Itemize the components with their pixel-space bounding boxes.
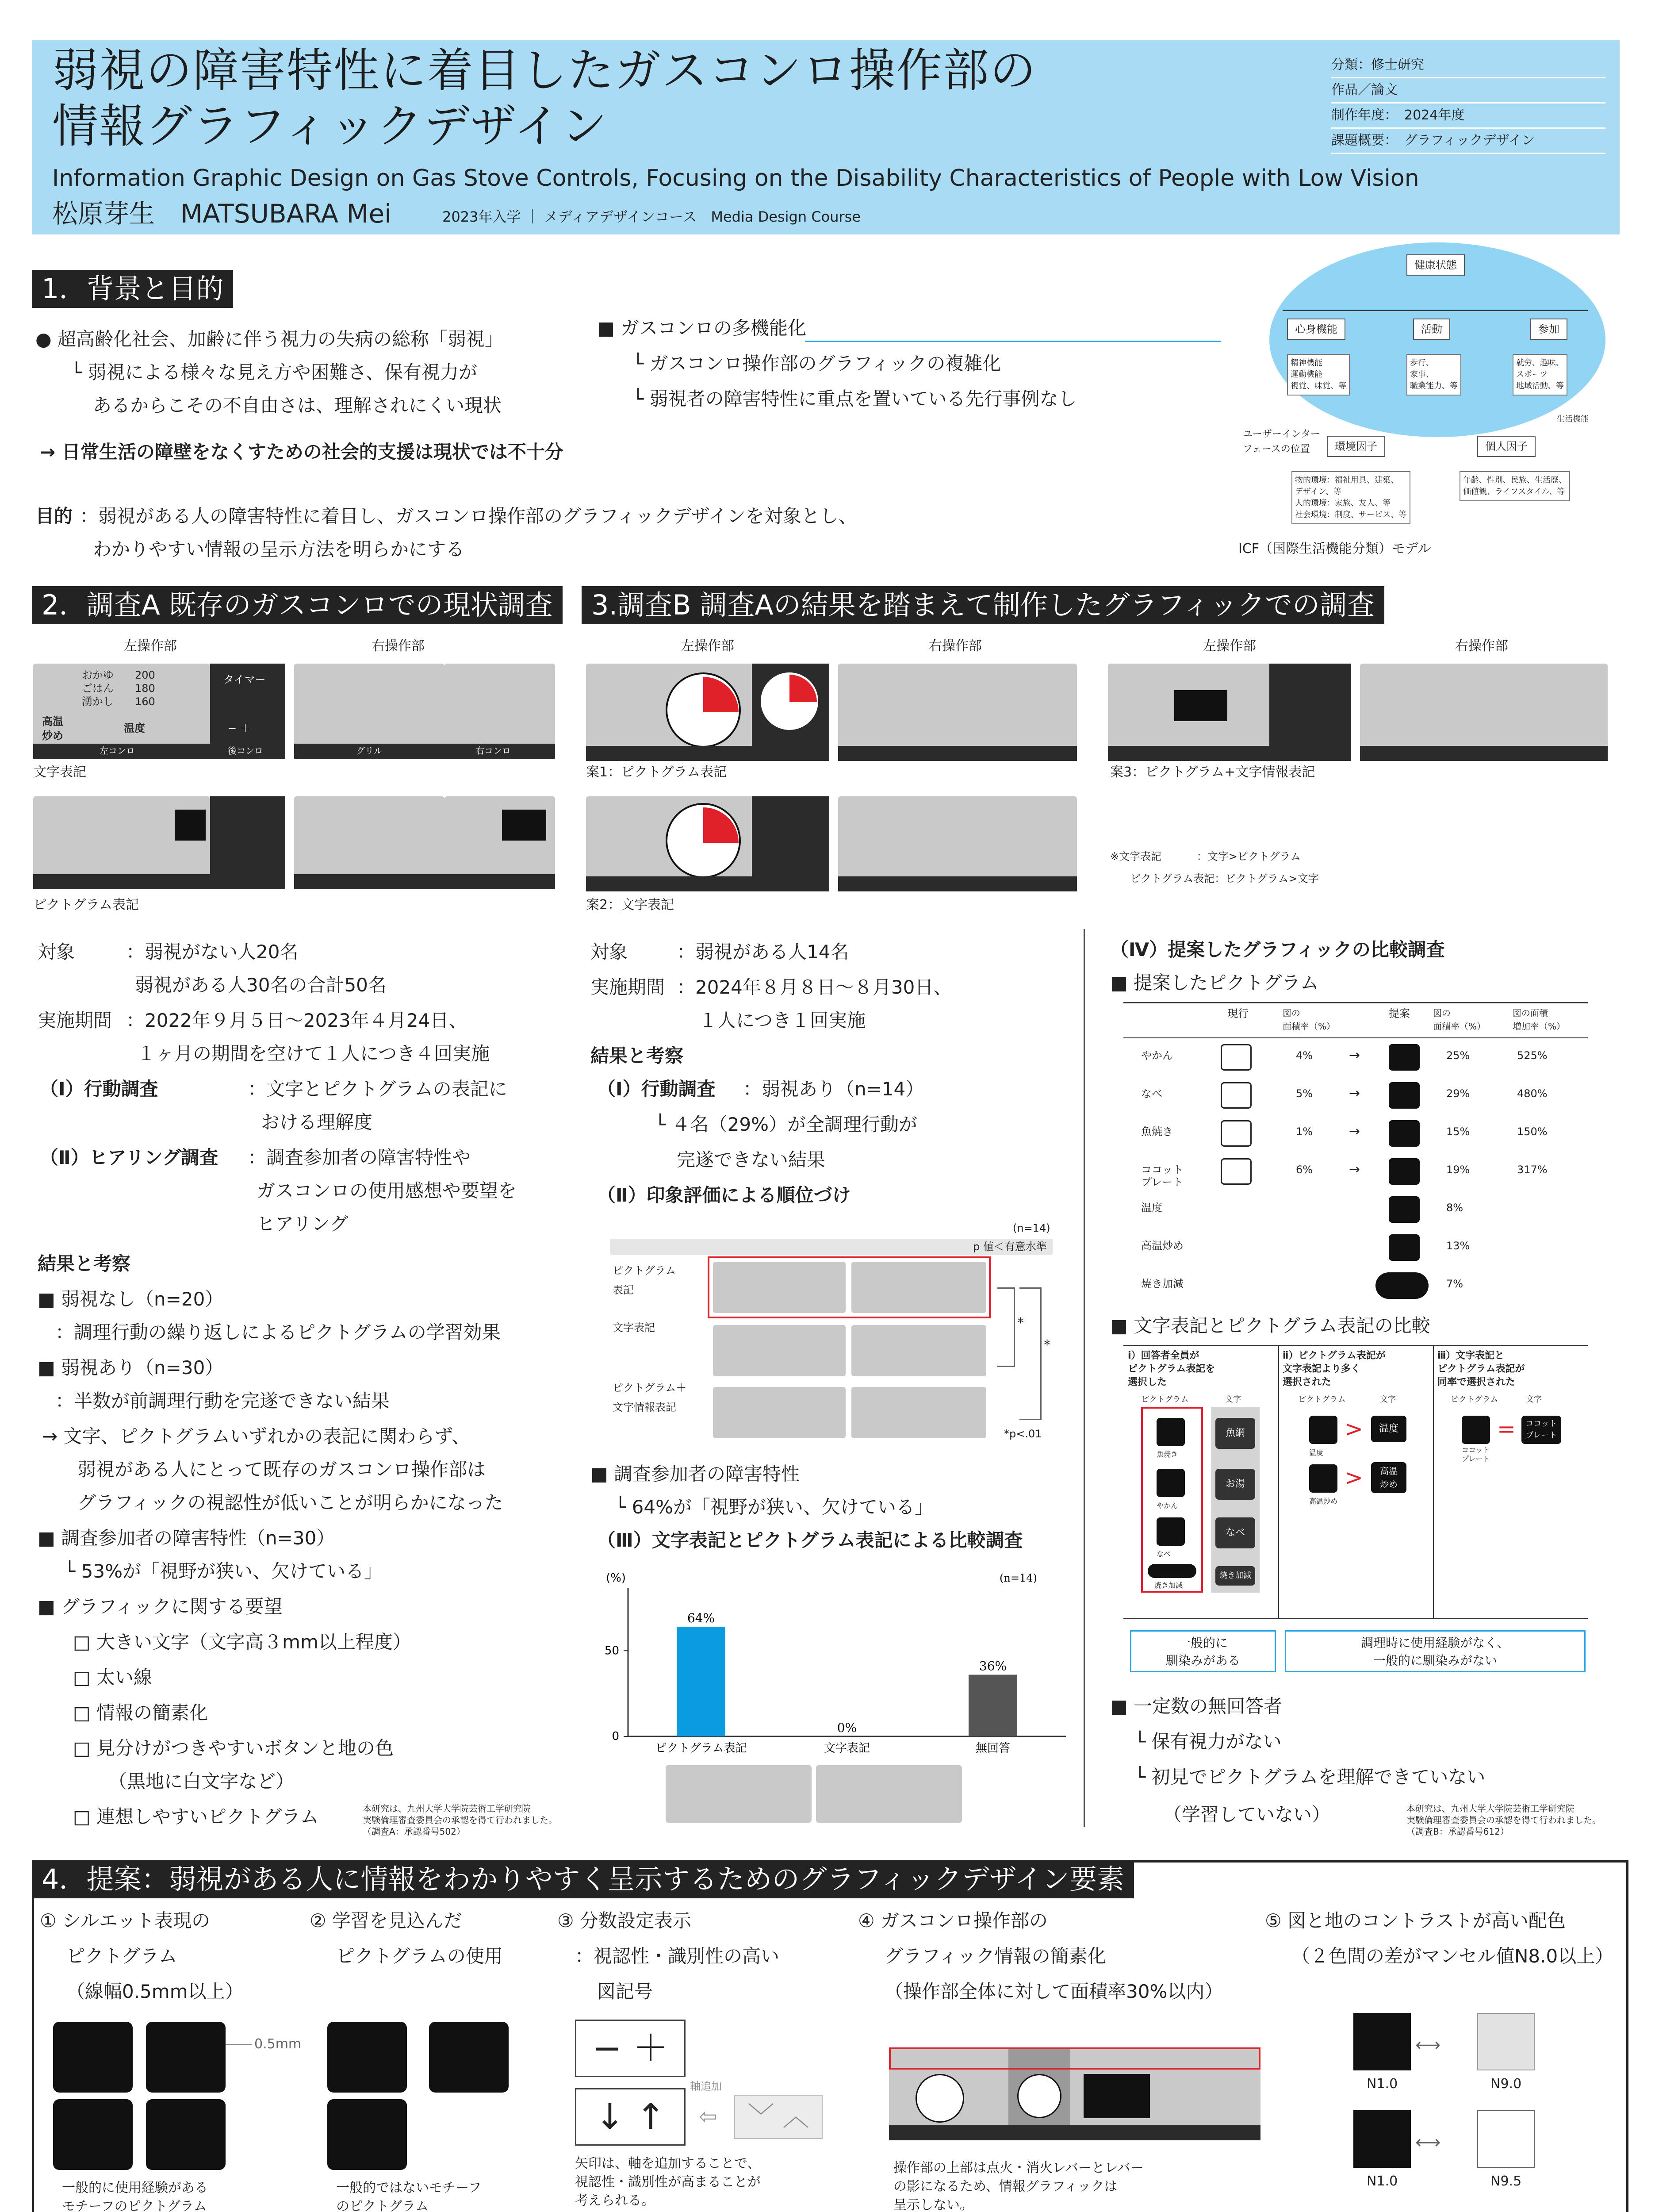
s3-iv-label: （Ⅳ）提案したグラフィックの比較調査 bbox=[1110, 939, 1445, 960]
icf-health: 健康状態 bbox=[1406, 254, 1465, 276]
swatch-n1-b bbox=[1353, 2110, 1411, 2168]
c2-line-2: ピクトグラムの使用 bbox=[336, 1945, 503, 1967]
title-line-1: 弱視の障害特性に着目したガスコンロ操作部の bbox=[52, 43, 1037, 97]
s2-r3c: グラフィックの視認性が低いことが明らかになった bbox=[77, 1492, 503, 1513]
bar-0 bbox=[677, 1627, 725, 1736]
icf-ui-position: ユーザーインター フェースの位置 bbox=[1243, 429, 1321, 455]
bar-value-label: 0% bbox=[837, 1720, 857, 1735]
c3-line-2: ：視認性・識別性の高い bbox=[575, 1945, 780, 1967]
table-row-increase: 480% bbox=[1517, 1087, 1548, 1100]
meta-list bbox=[1331, 53, 1605, 154]
cmp-pot-label: なべ bbox=[1157, 1550, 1171, 1558]
s3-note-1: ※文字表記 ：文字>ピクトグラム bbox=[1110, 850, 1301, 863]
c4-line-1: ④ ガスコンロ操作部の bbox=[858, 1910, 1048, 1932]
panel-t160: 160 bbox=[135, 695, 155, 708]
cmp-col-1: ⅰ）回答者全員が ピクトグラム表記を 選択した bbox=[1128, 1350, 1215, 1388]
swatch-n9-5 bbox=[1477, 2110, 1535, 2168]
s2-ii-text-3: ヒアリング bbox=[257, 1213, 349, 1235]
c1-mm-label: 0.5mm bbox=[254, 2036, 302, 2052]
label-n9-0: N9.0 bbox=[1490, 2076, 1522, 2092]
bar-2 bbox=[969, 1675, 1017, 1737]
rank-row-1: ピクトグラム 表記 bbox=[613, 1264, 676, 1296]
fish-proposed-icon bbox=[1389, 1120, 1420, 1147]
panel-right-burner: 右コンロ bbox=[475, 745, 511, 756]
kettle-proposed-icon bbox=[1389, 1044, 1420, 1071]
title-english: Information Graphic Design on Gas Stove Controls, Focusing on the Disability Characteristics of People with Low Vision bbox=[52, 165, 1419, 192]
s3-right-label-2: 右操作部 bbox=[1455, 638, 1508, 654]
s2-panel-picto-back bbox=[210, 796, 285, 889]
chevron-pair-icon: ﹀ ︿ bbox=[734, 2095, 823, 2139]
bar-chart bbox=[588, 1562, 1075, 1756]
c5-line-2: （２色間の差がマンセル値N8.0以上） bbox=[1291, 1945, 1614, 1967]
s1-bullet-2a: └ ガスコンロ操作部のグラフィックの複雑化 bbox=[632, 353, 1001, 374]
title-line-2: 情報グラフィックデザイン bbox=[52, 99, 608, 153]
rank-thumb-2b bbox=[851, 1325, 986, 1376]
s3-results: 結果と考察 bbox=[590, 1045, 684, 1067]
panel-oyu: おかゆ bbox=[82, 669, 114, 681]
greater-than-1: > bbox=[1345, 1416, 1363, 1442]
s3-b1a: └ 64%が「視野が狭い、欠けている」 bbox=[615, 1496, 933, 1518]
cmp-sub-picto-1: ピクトグラム bbox=[1141, 1395, 1189, 1404]
icf-env-note: 物的環境：福祉用具、建築、 デザイン、等 人的環境：家族、友人、等 社会環境：制度、サービス、等 bbox=[1291, 471, 1410, 524]
c4-line-3: （操作部全体に対して面積率30%以内） bbox=[885, 1981, 1223, 2002]
cmp-temp-text: 温度 bbox=[1371, 1416, 1406, 1442]
cmp-sub-picto-3: ピクトグラム bbox=[1451, 1395, 1498, 1404]
s2-req-1: □ 大きい文字（文字高３mm以上程度） bbox=[73, 1631, 411, 1653]
picto-table bbox=[1123, 1002, 1588, 1003]
s3-subject-label: 対象 bbox=[590, 941, 628, 963]
kettle-icon bbox=[53, 2022, 133, 2093]
panel-t200: 200 bbox=[135, 669, 155, 681]
s2-panel-text-left bbox=[33, 664, 210, 759]
label-n1-b: N1.0 bbox=[1367, 2174, 1398, 2189]
case1-caption: 案1：ピクトグラム表記 bbox=[586, 764, 727, 780]
pot-icon bbox=[1157, 1517, 1185, 1546]
line-width-pointer bbox=[226, 2044, 252, 2045]
chart-thumb-text bbox=[816, 1765, 962, 1823]
s3-b2b: └ 初見でピクトグラムを理解できていない bbox=[1134, 1766, 1486, 1788]
s2-period-label: 実施期間 bbox=[38, 1010, 112, 1031]
bar-value-label: 64% bbox=[687, 1611, 715, 1625]
s3-i-label: （Ⅰ）行動調査 bbox=[597, 1078, 716, 1100]
cmp-cocotte-text: ココット プレート bbox=[1521, 1416, 1561, 1444]
arrow-icon: → bbox=[1349, 1124, 1360, 1139]
table-row-current-area: 1% bbox=[1296, 1125, 1313, 1138]
c2-caption: 一般的ではないモチーフ のピクトグラム bbox=[336, 2180, 482, 2212]
cmp-flame-text: 焼き加減 bbox=[1215, 1566, 1255, 1586]
s1-conclusion: → 日常生活の障壁をなくすための社会的支援は現状では不十分 bbox=[40, 441, 563, 463]
minus-glyph: − bbox=[592, 2028, 622, 2069]
meta-category: 分類：修士研究 bbox=[1331, 53, 1605, 78]
s2-results-heading: 結果と考察 bbox=[38, 1253, 131, 1275]
table-row-increase: 317% bbox=[1517, 1164, 1548, 1176]
rank-bracket-2 bbox=[1019, 1287, 1042, 1420]
icf-participation: 参加 bbox=[1530, 319, 1567, 340]
tbl-h-current: 現行 bbox=[1227, 1007, 1249, 1020]
s2-ii-label: （Ⅱ）ヒアリング調査 bbox=[40, 1147, 218, 1168]
cocotte-plate-icon bbox=[1462, 1416, 1490, 1444]
panel-timer: タイマー bbox=[223, 673, 266, 686]
panel-grill: グリル bbox=[356, 745, 383, 756]
swatch-arrow-1: ⟷ bbox=[1415, 2035, 1441, 2055]
cmp-col-3: ⅲ）文字表記と ピクトグラム表記が 同率で選択された bbox=[1437, 1350, 1525, 1388]
fish-icon bbox=[53, 2099, 133, 2170]
panel-wakashi: 湧かし bbox=[82, 695, 114, 708]
rank-row-3: ピクトグラム＋ 文字情報表記 bbox=[613, 1382, 687, 1413]
bar-value-label: 36% bbox=[979, 1659, 1007, 1674]
s2-subject-label: 対象 bbox=[38, 941, 75, 963]
s2-period-2: １ヶ月の期間を空けて１人につき４回実施 bbox=[137, 1043, 490, 1064]
pot-proposed-icon bbox=[1389, 1082, 1420, 1109]
table-row-increase: 150% bbox=[1517, 1125, 1548, 1138]
s3-subject-1: ：弱視がある人14名 bbox=[677, 941, 849, 963]
s3-right-label: 右操作部 bbox=[929, 638, 982, 654]
s3-b1: ■ 調査参加者の障害特性 bbox=[590, 1463, 800, 1485]
table-row-increase: 525% bbox=[1517, 1049, 1548, 1062]
s2-period-1: ：2022年９月５日〜2023年４月24日、 bbox=[126, 1010, 467, 1031]
section3-heading: 3.調査B 調査Aの結果を踏まえて制作したグラフィックでの調査 bbox=[582, 586, 1384, 624]
s2-r1: ■ 弱視なし（n=20） bbox=[38, 1288, 224, 1310]
uncommon-label: 調理時に使用経験がなく、 一般的に馴染みがない bbox=[1285, 1630, 1586, 1672]
swatch-arrow-2: ⟷ bbox=[1415, 2132, 1441, 2153]
column-divider bbox=[1084, 929, 1085, 1827]
s3-ii-label: （Ⅱ）印象評価による順位づけ bbox=[597, 1184, 851, 1206]
pot-icon bbox=[146, 2022, 226, 2093]
label-n1-a: N1.0 bbox=[1367, 2076, 1398, 2092]
c1-line-3: （線幅0.5mm以上） bbox=[66, 1981, 244, 2002]
table-row-label: 温度 bbox=[1141, 1202, 1162, 1214]
s2-i-text-1: ：文字とピクトグラムの表記に bbox=[248, 1078, 507, 1100]
rank-thumb-1b bbox=[851, 1262, 986, 1313]
c4-caption: 操作部の上部は点火・消火レバーとレバー の影になるため、情報グラフィックは 呈示しない。 bbox=[893, 2160, 1144, 2212]
s1-bullet-1: ● 超高齢化社会、加齢に伴う視力の失病の総称「弱視」 bbox=[35, 328, 503, 350]
table-row-proposed-area: 25% bbox=[1446, 1049, 1470, 1062]
section2-heading: 2．調査A 既存のガスコンロでの現状調査 bbox=[32, 586, 563, 624]
cocotte-plate-icon bbox=[327, 2099, 407, 2170]
table-header-rule bbox=[1123, 1037, 1588, 1038]
greater-than-2: > bbox=[1345, 1465, 1363, 1490]
equals-sign: = bbox=[1497, 1416, 1516, 1442]
c2-line-1: ② 学習を見込んだ bbox=[310, 1910, 463, 1932]
purpose-label: 目的 bbox=[35, 505, 73, 527]
cmp-div-1 bbox=[1278, 1345, 1279, 1619]
table-row-current-area: 6% bbox=[1296, 1164, 1313, 1176]
icf-personal: 個人因子 bbox=[1477, 436, 1536, 457]
s3-note-2: ピクトグラム表記：ピクトグラム>文字 bbox=[1130, 872, 1319, 885]
rank-thumb-2a bbox=[713, 1325, 846, 1376]
minus-plus-symbol bbox=[575, 2020, 686, 2077]
s2-r1a: ：調理行動の繰り返しによるピクトグラムの学習効果 bbox=[55, 1321, 501, 1343]
meta-type: 作品／論文 bbox=[1331, 78, 1605, 104]
s3-i-text: ：弱視あり（n=14） bbox=[743, 1078, 924, 1100]
rank-bracket-1 bbox=[997, 1287, 1015, 1367]
tbl-h-increase: 図の面積 増加率（%） bbox=[1513, 1008, 1566, 1032]
meta-year: 制作年度： 2024年度 bbox=[1331, 104, 1605, 129]
c3-line-3: 図記号 bbox=[597, 1981, 653, 2002]
cmp-div-2 bbox=[1433, 1345, 1434, 1619]
s3-ethics: 本研究は、九州大学大学院芸術工学研究院 実験倫理審査委員会の承認を得て行われました。 （調査B：承認番号612） bbox=[1406, 1803, 1601, 1837]
panel-takaku: 高温 炒め bbox=[42, 715, 63, 742]
callout-line bbox=[805, 341, 1221, 342]
panel-temp: 温度 bbox=[124, 722, 145, 734]
case2-caption: 案2：文字表記 bbox=[586, 897, 674, 913]
cmp-col-2: ⅱ）ピクトグラム表記が 文字表記より多く 選択された bbox=[1283, 1350, 1386, 1388]
c3-line-1: ③ 分数設定表示 bbox=[557, 1910, 692, 1932]
icf-body: 心身機能 bbox=[1287, 319, 1345, 340]
table-row-current-area: 4% bbox=[1296, 1049, 1313, 1062]
cmp-stirfry-label: 高温炒め bbox=[1309, 1497, 1338, 1505]
s2-panel-text-grill bbox=[294, 664, 444, 759]
cocotte-current-icon bbox=[1221, 1158, 1252, 1185]
s1-bullet-1a: └ 弱視による様々な見え方や困難さ、保有視力が bbox=[71, 361, 477, 383]
c5-line-1: ⑤ 図と地のコントラストが高い配色 bbox=[1265, 1910, 1566, 1932]
case1-panel-right bbox=[838, 664, 1077, 761]
s3-left-label-2: 左操作部 bbox=[1203, 638, 1256, 654]
c1-line-2: ピクトグラム bbox=[66, 1945, 177, 1967]
tbl-h-proposal: 提案 bbox=[1389, 1007, 1410, 1020]
swatch-n1-a bbox=[1353, 2013, 1411, 2070]
s3-period-label: 実施期間 bbox=[590, 976, 665, 998]
section1-heading: 1．背景と目的 bbox=[32, 270, 233, 308]
s2-r4: ■ 調査参加者の障害特性（n=30） bbox=[38, 1527, 335, 1549]
icf-life-function: 生活機能 bbox=[1557, 415, 1589, 424]
panel-t180: 180 bbox=[135, 682, 155, 695]
y-tick-label: 50 bbox=[604, 1644, 619, 1658]
case3-caption: 案3：ピクトグラム+文字情報表記 bbox=[1110, 764, 1315, 780]
case3-panel-back bbox=[1269, 664, 1351, 761]
s2-req-5: （黒地に白文字など） bbox=[108, 1770, 295, 1792]
s3-period-1: ：2024年８月８日〜８月30日、 bbox=[677, 976, 952, 998]
icf-personal-note: 年齢、性別、民族、生活歴、 価値観、ライフスタイル、等 bbox=[1460, 471, 1570, 501]
s2-caption-picto: ピクトグラム表記 bbox=[33, 897, 139, 913]
c4-top-area-highlight bbox=[889, 2047, 1260, 2070]
rank-p: p 値＜有意水準 bbox=[973, 1240, 1047, 1253]
grill-plate-icon bbox=[146, 2099, 226, 2170]
icf-caption: ICF（国際生活機能分類）モデル bbox=[1238, 541, 1431, 557]
cocotte-proposed-icon bbox=[1389, 1158, 1420, 1185]
arrow-icon: → bbox=[1349, 1048, 1360, 1063]
table-row-proposed-area: 15% bbox=[1446, 1125, 1470, 1138]
table-row-label: 魚焼き bbox=[1141, 1125, 1173, 1138]
fish-icon bbox=[1157, 1418, 1185, 1446]
kettle-icon bbox=[1157, 1469, 1185, 1497]
author-name: 松原芽生 MATSUBARA Mei bbox=[52, 199, 392, 229]
s3-i-b: 完遂できない結果 bbox=[677, 1149, 826, 1171]
meta-summary: 課題概要： グラフィックデザイン bbox=[1331, 129, 1605, 154]
s2-panel-picto-grill bbox=[294, 796, 444, 889]
s2-left-label: 左操作部 bbox=[124, 638, 177, 654]
rank-thumb-3a bbox=[713, 1387, 846, 1438]
icf-activity: 活動 bbox=[1413, 319, 1450, 340]
s3-left-label: 左操作部 bbox=[681, 638, 734, 654]
stirfry-icon bbox=[1309, 1464, 1337, 1493]
enrollment: 2023年入学 ｜ メディアデザインコース Media Design Course bbox=[442, 208, 861, 225]
s1-bullet-2b: └ 弱視者の障害特性に重点を置いている先行事例なし bbox=[632, 388, 1077, 410]
icf-activity-note: 歩行、 家事、 職業能力、等 bbox=[1406, 354, 1461, 396]
icf-env: 環境因子 bbox=[1327, 436, 1385, 457]
section4-heading: 4．提案：弱視がある人に情報をわかりやすく呈示するためのグラフィックデザイン要素 bbox=[32, 1860, 1134, 1898]
category-label: 文字表記 bbox=[824, 1742, 870, 1755]
c1-caption: 一般的に使用経験がある モチーフのピクトグラム bbox=[62, 2180, 208, 2212]
cmp-sub-text-1: 文字 bbox=[1225, 1395, 1241, 1404]
s2-req-4: □ 見分けがつきやすいボタンと地の色 bbox=[73, 1737, 394, 1759]
s1-bullet-1b: あるからこその不自由さは、理解されにくい現状 bbox=[93, 395, 502, 416]
cmp-flame-label: 焼き加減 bbox=[1154, 1581, 1183, 1590]
s2-req-2: □ 太い線 bbox=[73, 1667, 153, 1688]
table-row-label: なべ bbox=[1141, 1087, 1162, 1100]
rank-star-1: * bbox=[1017, 1315, 1024, 1331]
arrow-icon: → bbox=[1349, 1086, 1360, 1101]
rank-n: (n=14) bbox=[1013, 1222, 1050, 1234]
category-label: ピクトグラム表記 bbox=[655, 1742, 747, 1755]
swatch-n9-0 bbox=[1477, 2013, 1535, 2070]
panel-left-burner: 左コンロ bbox=[100, 745, 135, 756]
cmp-kettle-text: お湯 bbox=[1215, 1469, 1255, 1500]
s2-r2a: ：半数が前調理行動を完遂できない結果 bbox=[55, 1390, 390, 1412]
table-row-proposed-area: 13% bbox=[1446, 1240, 1470, 1252]
down-up-arrows bbox=[575, 2088, 686, 2146]
panel-gohan: ごはん bbox=[82, 682, 114, 695]
rank-thumb-3b bbox=[851, 1387, 986, 1438]
s3-i-a: └ ４名（29%）が全調理行動が bbox=[655, 1114, 917, 1135]
case2-panel-back bbox=[752, 796, 829, 891]
stirfry-proposed-icon bbox=[1389, 1234, 1420, 1261]
c1-line-1: ① シルエット表現の bbox=[40, 1910, 211, 1932]
s2-ii-text-1: ：調査参加者の障害特性や bbox=[248, 1147, 471, 1168]
arrow-icon: → bbox=[1349, 1162, 1360, 1177]
cmp-temp-label: 温度 bbox=[1309, 1448, 1324, 1457]
s3-cmp-heading: ■ 文字表記とピクトグラム表記の比較 bbox=[1110, 1315, 1430, 1336]
s2-panel-picto-right bbox=[444, 796, 555, 889]
s2-r3b: 弱視がある人にとって既存のガスコンロ操作部は bbox=[77, 1459, 486, 1480]
chart-thumb-picto bbox=[666, 1765, 812, 1823]
s2-req-6: □ 連想しやすいピクトグラム bbox=[73, 1806, 319, 1828]
table-row-proposed-area: 29% bbox=[1446, 1087, 1470, 1100]
s3-b2a: └ 保有視力がない bbox=[1134, 1731, 1282, 1752]
cmp-sub-picto-2: ピクトグラム bbox=[1298, 1395, 1346, 1404]
icf-participation-note: 就労、趣味、 スポーツ 地域活動、等 bbox=[1513, 354, 1567, 396]
cmp-pot-text: なべ bbox=[1215, 1517, 1255, 1548]
cmp-kettle-label: やかん bbox=[1157, 1502, 1178, 1510]
table-row-proposed-area: 7% bbox=[1446, 1278, 1463, 1290]
s2-subject-1: ：弱視がない人20名 bbox=[126, 941, 299, 963]
chart-n: (n=14) bbox=[1000, 1572, 1037, 1584]
arrow-left-icon: ⇦ bbox=[699, 2104, 717, 2129]
c3-axis-label: 軸追加 bbox=[690, 2080, 722, 2093]
thermometer-proposed-icon bbox=[1389, 1196, 1420, 1223]
case2-panel-right bbox=[838, 796, 1077, 891]
cmp-sub-text-3: 文字 bbox=[1526, 1395, 1542, 1404]
pot-current-icon bbox=[1221, 1082, 1252, 1109]
table-row-label: 高温炒め bbox=[1141, 1240, 1184, 1252]
cmp-fish-text: 魚網 bbox=[1215, 1418, 1255, 1449]
s2-panel-text-right bbox=[444, 664, 555, 759]
rank-sig: *p<.01 bbox=[1004, 1428, 1042, 1440]
rank-star-2: * bbox=[1044, 1337, 1050, 1353]
cmp-fish-label: 魚焼き bbox=[1157, 1450, 1178, 1459]
table-row-current-area: 5% bbox=[1296, 1087, 1313, 1100]
s2-r3a: → 文字、ピクトグラムいずれかの表記に関わらず、 bbox=[42, 1425, 470, 1447]
s3-b2c: （学習していない） bbox=[1163, 1804, 1331, 1825]
tbl-h-area2: 図の 面積率（%） bbox=[1433, 1008, 1486, 1032]
category-label: 無回答 bbox=[975, 1742, 1011, 1755]
chart-ylabel: (%) bbox=[606, 1571, 626, 1585]
s2-i-text-2: おける理解度 bbox=[261, 1111, 373, 1133]
s2-ethics: 本研究は、九州大学大学院芸術工学研究院 実験倫理審査委員会の承認を得て行われました。 （調査A：承認番号502） bbox=[363, 1803, 557, 1837]
label-n9-5: N9.5 bbox=[1490, 2174, 1522, 2189]
plus-glyph: ＋ bbox=[633, 2028, 669, 2069]
flame-proposed-icon bbox=[1375, 1272, 1429, 1299]
table-row-label: ココット プレート bbox=[1141, 1164, 1184, 1188]
table-row-label: やかん bbox=[1141, 1049, 1173, 1062]
s3-picto-heading: ■ 提案したピクトグラム bbox=[1110, 972, 1319, 994]
s2-req-3: □ 情報の簡素化 bbox=[73, 1702, 208, 1724]
up-arrow-icon: ↑ bbox=[636, 2096, 666, 2137]
s2-r2: ■ 弱視あり（n=30） bbox=[38, 1357, 224, 1379]
s3-iii-label: （Ⅲ）文字表記とピクトグラム表記による比較調査 bbox=[597, 1529, 1023, 1551]
s2-right-label: 右操作部 bbox=[372, 638, 425, 654]
panel-plusminus: − ＋ bbox=[228, 722, 251, 734]
s2-caption-text: 文字表記 bbox=[33, 764, 86, 780]
rank-row-2: 文字表記 bbox=[613, 1321, 655, 1334]
thermometer-icon bbox=[327, 2022, 407, 2093]
cmp-sub-text-2: 文字 bbox=[1380, 1395, 1396, 1404]
icf-body-note: 精神機能 運動機能 視覚、味覚、等 bbox=[1287, 354, 1350, 396]
s3-b2: ■ 一定数の無回答者 bbox=[1110, 1695, 1283, 1717]
common-label: 一般的に 馴染みがある bbox=[1130, 1630, 1276, 1672]
panel-back-burner: 後コンロ bbox=[228, 745, 263, 756]
c4-line-2: グラフィック情報の簡素化 bbox=[885, 1945, 1106, 1967]
table-row-label: 焼き加減 bbox=[1141, 1278, 1184, 1290]
case3-panel-right bbox=[1360, 664, 1608, 761]
y-tick-label: 0 bbox=[612, 1730, 619, 1743]
s2-ii-text-2: ガスコンロの使用感想や要望を bbox=[257, 1180, 517, 1202]
rank-thumb-1a bbox=[713, 1262, 846, 1313]
table-row-proposed-area: 8% bbox=[1446, 1202, 1463, 1214]
kettle-current-icon bbox=[1221, 1044, 1252, 1071]
s2-panel-text-back bbox=[210, 664, 285, 759]
s2-subject-2: 弱視がある人30名の合計50名 bbox=[135, 974, 387, 996]
tbl-h-area: 図の 面積率（%） bbox=[1283, 1008, 1336, 1032]
table-row-proposed-area: 19% bbox=[1446, 1164, 1470, 1176]
s2-r4a: └ 53%が「視野が狭い、欠けている」 bbox=[64, 1560, 383, 1582]
purpose-line-1: ：弱視がある人の障害特性に着目し、ガスコンロ操作部のグラフィックデザインを対象とし、 bbox=[80, 505, 857, 527]
s2-i-label: （Ⅰ）行動調査 bbox=[40, 1078, 158, 1100]
purpose-line-2: わかりやすい情報の呈示方法を明らかにする bbox=[93, 538, 465, 560]
case1-panel-back bbox=[752, 664, 829, 761]
c3-caption: 矢印は、軸を追加することで、 視認性・識別性が高まることが 考えられる。 bbox=[575, 2156, 761, 2208]
flame-icon bbox=[1148, 1564, 1196, 1578]
s2-panel-picto-left bbox=[33, 796, 210, 889]
fish-current-icon bbox=[1221, 1120, 1252, 1147]
thermometer-icon bbox=[1309, 1416, 1337, 1444]
s2-r5: ■ グラフィックに関する要望 bbox=[38, 1596, 283, 1617]
s3-period-2: １人につき１回実施 bbox=[699, 1010, 866, 1031]
stirfry-icon bbox=[429, 2022, 509, 2093]
down-arrow-icon: ↓ bbox=[595, 2096, 625, 2137]
cmp-stirfry-text: 高温 炒め bbox=[1371, 1462, 1406, 1493]
icf-connector bbox=[1283, 310, 1588, 311]
s1-bullet-2: ■ ガスコンロの多機能化 bbox=[597, 317, 807, 339]
cmp-cocotte-label: ココット プレート bbox=[1462, 1446, 1490, 1463]
